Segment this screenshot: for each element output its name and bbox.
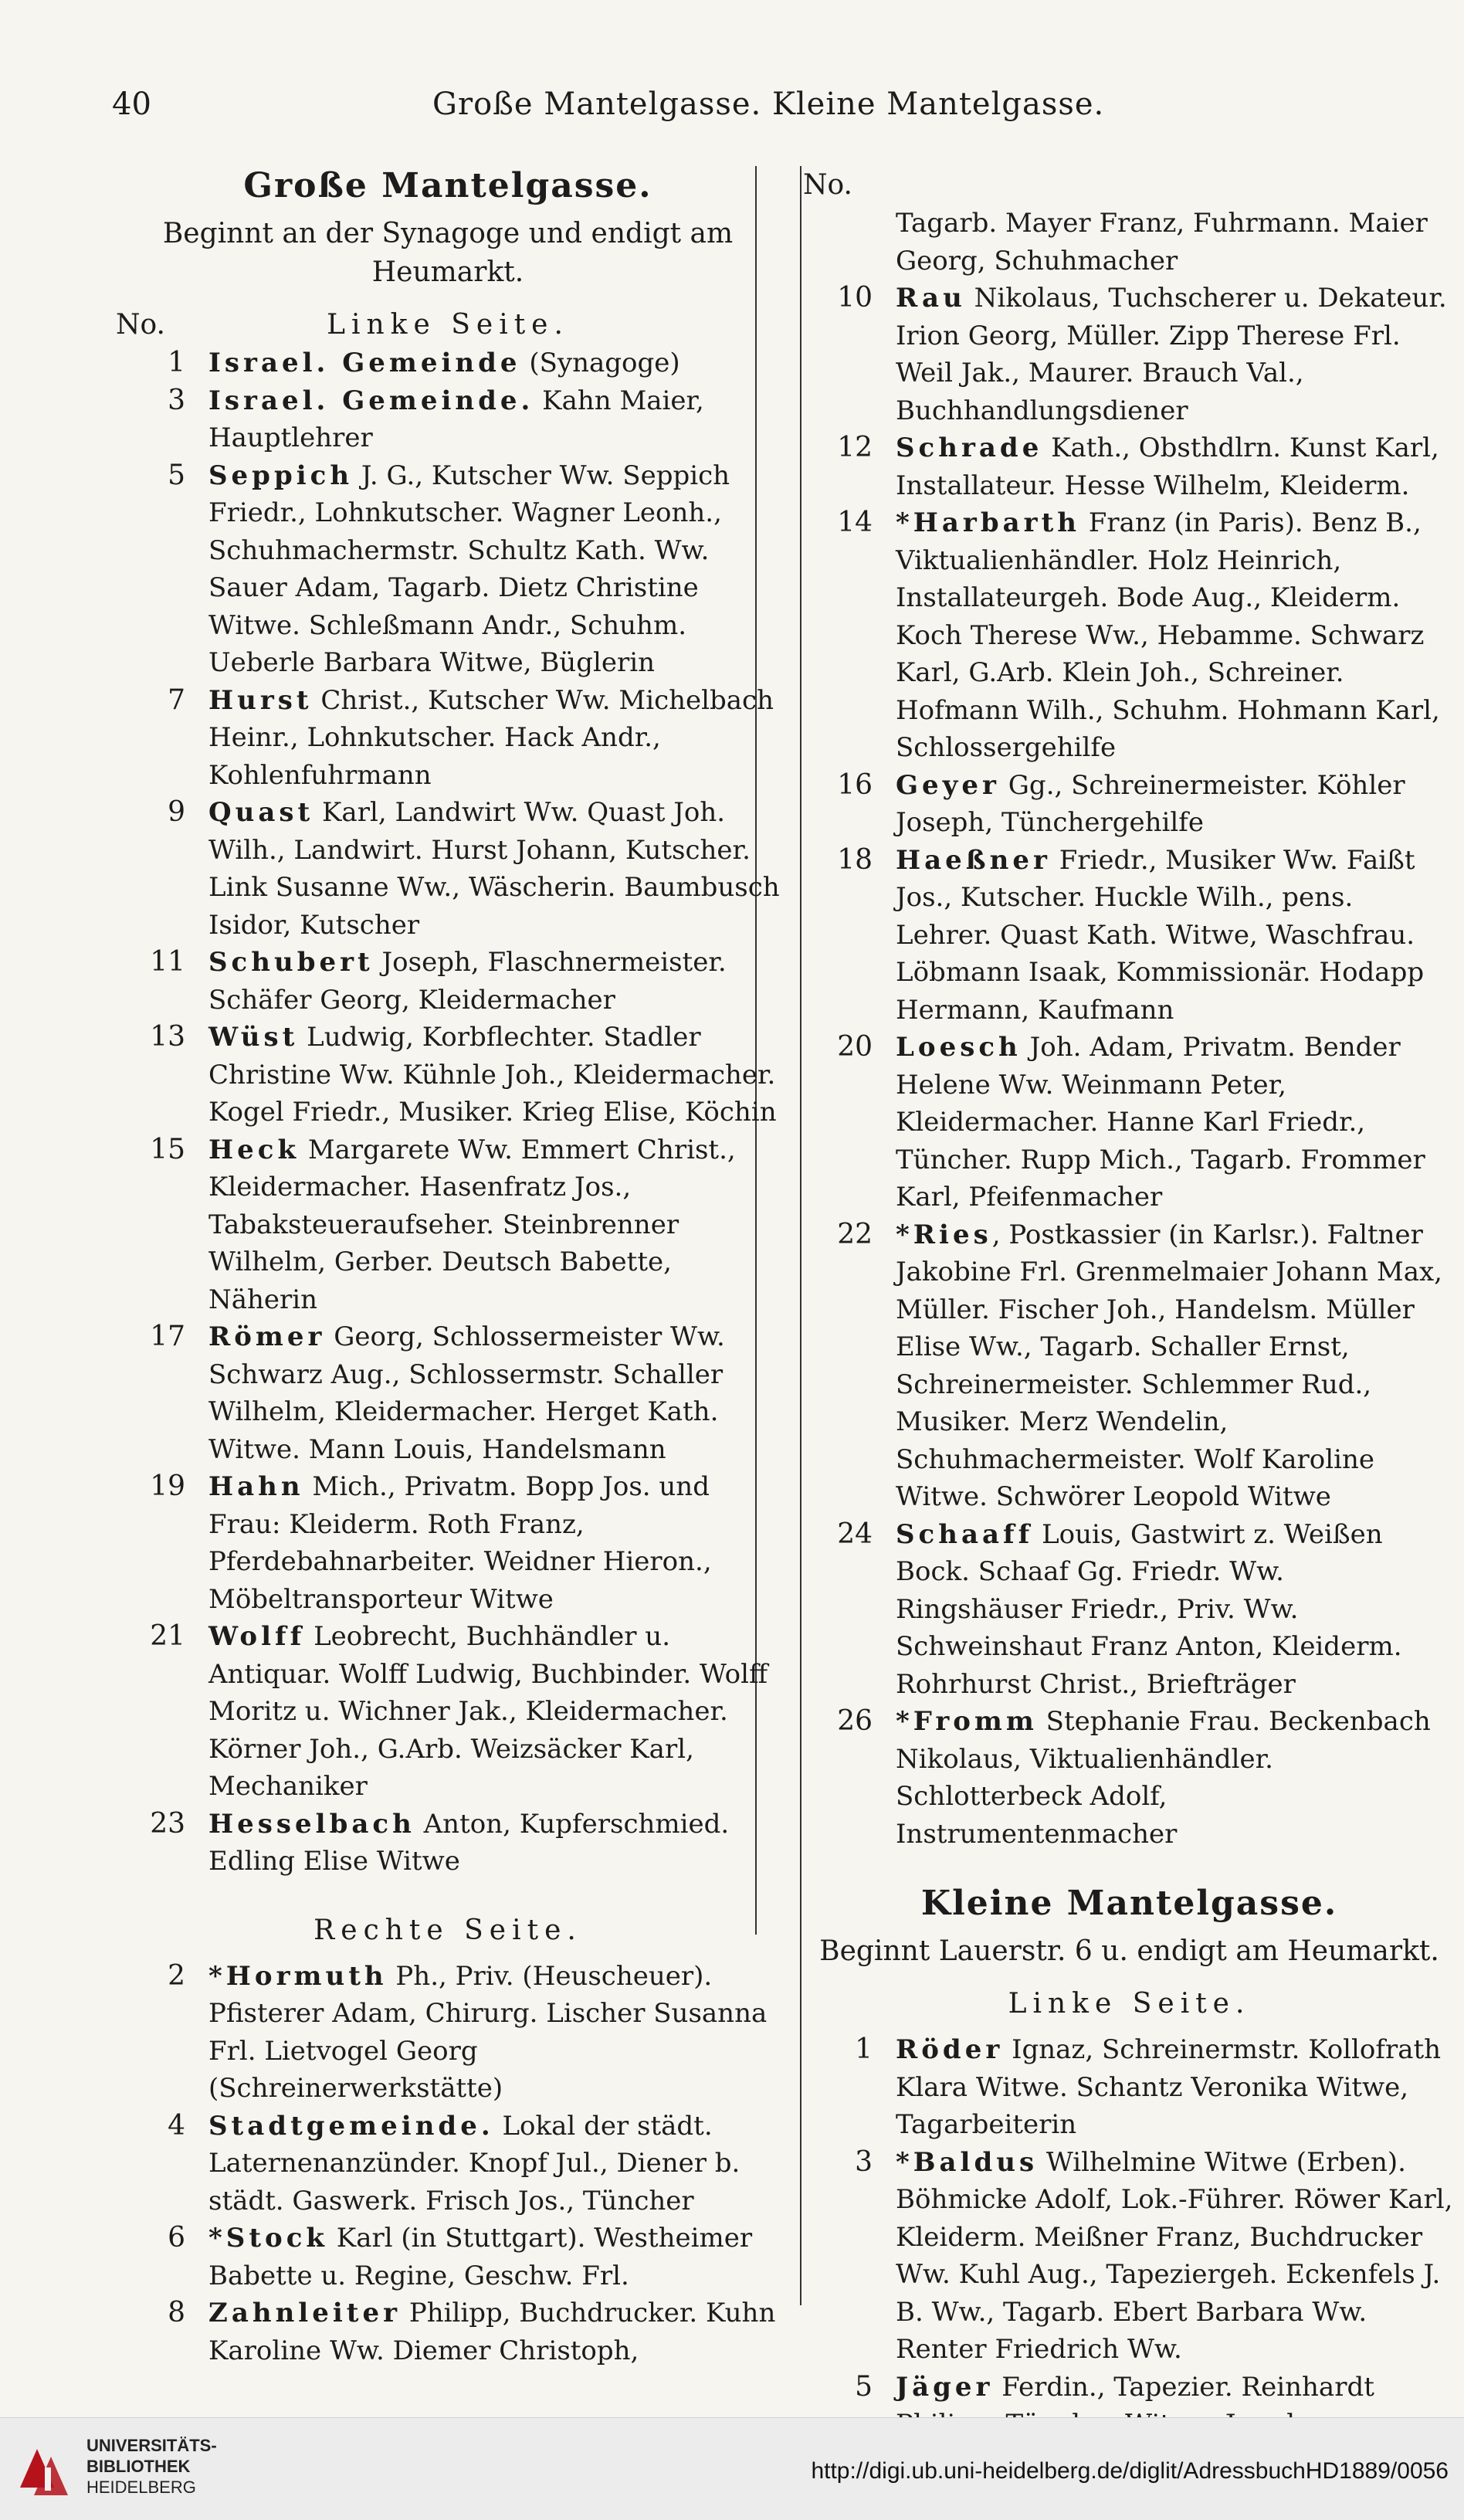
- entry-list-left-side: [116, 344, 780, 1881]
- house-number: 18: [837, 843, 873, 876]
- left-column: [116, 166, 780, 2369]
- residents-text: Louis, Gastwirt z. Weißen Bock. Schaaf Gg. Friedr. Ww. Ringshäuser Friedr., Priv. Ww. Schweinshaut Franz Anton, Kleiderm. Rohrhurst Christ., Briefträger: [896, 1518, 1402, 1700]
- entry-list-kleine: [803, 2031, 1456, 2444]
- address-entry: [116, 1019, 780, 1131]
- address-entry: [116, 1131, 780, 1319]
- residents-text: Friedr., Musiker Ww. Faißt Jos., Kutscher. Huckle Wilh., pens. Lehrer. Quast Kath. Witwe, Waschfrau. Löbmann Isaak, Kommissionär. Hodapp Hermann, Kaufmann: [896, 844, 1425, 1026]
- house-number: 22: [837, 1218, 873, 1250]
- owner-name: *Ries: [896, 1219, 992, 1250]
- residents-text: Ignaz, Schreinermstr. Kollofrath Klara Witwe. Schantz Veronika Witwe, Tagarbeiterin: [896, 2034, 1442, 2140]
- continued-number-label: [803, 166, 1456, 205]
- owner-name: Zahnleiter: [208, 2298, 402, 2328]
- owner-name: Schrade: [896, 432, 1043, 463]
- library-name: [86, 2435, 217, 2498]
- owner-name: Schubert: [208, 947, 374, 978]
- house-number: 10: [837, 282, 873, 314]
- section-subtitle-kleine: Beginnt Lauerstr. 6 u. endigt am Heumarkt.: [819, 1935, 1439, 1967]
- owner-name: Loesch: [896, 1032, 1022, 1063]
- library-line-1: UNIVERSITÄTS-: [86, 2436, 217, 2455]
- house-number: 23: [150, 1807, 185, 1840]
- owner-name: Quast: [208, 797, 314, 828]
- library-line-2: BIBLIOTHEK: [86, 2457, 191, 2476]
- owner-name: Israel. Gemeinde: [208, 348, 521, 378]
- residents-text: Kahn Maier, Hauptlehrer: [208, 385, 704, 453]
- residents-text: Kath., Obsthdlrn. Kunst Karl, Installateur. Hesse Wilhelm, Kleiderm.: [896, 432, 1439, 501]
- owner-name: Heck: [208, 1134, 300, 1165]
- residents-text: Georg, Schlossermeister Ww. Schwarz Aug., Schlossermstr. Schaller Wilhelm, Kleidermacher. Herget Kath. Witwe. Mann Louis, Handelsmann: [208, 1321, 725, 1465]
- owner-name: Hurst: [208, 684, 313, 716]
- residents-text: Tagarb. Mayer Franz, Fuhrmann. Maier Georg, Schuhmacher: [896, 208, 1428, 276]
- residents-text: Mich., Privatm. Bopp Jos. und Frau: Kleiderm. Roth Franz, Pferdebahnarbeiter. Weidner Hieron., Möbeltransporteur Witwe: [208, 1471, 712, 1615]
- address-entry: [803, 1216, 1456, 1516]
- section-title-grosse: Große Mantelgasse.: [243, 166, 652, 205]
- residents-text: Ph., Priv. (Heuscheuer). Pfisterer Adam, Chirurg. Lischer Susanna Frl. Lietvogel Georg (Schreinerwerkstätte): [208, 1960, 768, 2104]
- address-entry: [803, 767, 1456, 842]
- right-side-label: Rechte Seite.: [313, 1914, 582, 1946]
- address-entry: [803, 2144, 1456, 2369]
- address-entry: [803, 280, 1456, 429]
- section-title-kleine: Kleine Mantelgasse.: [920, 1884, 1338, 1923]
- owner-name: Römer: [208, 1321, 326, 1352]
- address-entry: [116, 2108, 780, 2220]
- owner-name: *Harbarth: [896, 507, 1080, 538]
- house-number: 19: [150, 1470, 185, 1502]
- house-number: 3: [168, 384, 185, 416]
- number-label-continued: No.: [803, 169, 852, 201]
- house-number: 13: [150, 1021, 185, 1053]
- residents-text: (Synagoge): [520, 348, 680, 378]
- house-number: 9: [168, 796, 185, 828]
- column-header: [116, 306, 780, 344]
- address-entry: [803, 2031, 1456, 2144]
- owner-name: *Stock: [208, 2223, 328, 2254]
- address-entry: [116, 1618, 780, 1806]
- owner-name: Seppich: [208, 460, 354, 491]
- address-entry: [803, 842, 1456, 1029]
- residents-text: Joh. Adam, Privatm. Bender Helene Ww. Weinmann Peter, Kleidermacher. Hanne Karl Friedr., Tüncher. Rupp Mich., Tagarb. Frommer Karl, Pfeifenmacher: [896, 1032, 1425, 1213]
- owner-name: Hahn: [208, 1471, 304, 1502]
- owner-name: Israel. Gemeinde.: [208, 385, 534, 416]
- owner-name: Geyer: [896, 769, 1000, 801]
- left-side-label: Linke Seite.: [327, 309, 569, 341]
- page-number: 40: [112, 86, 151, 122]
- house-number: 14: [837, 507, 873, 538]
- house-number: 21: [150, 1620, 185, 1652]
- address-entry: [803, 504, 1456, 767]
- address-entry: [116, 1806, 780, 1881]
- owner-name: Wolff: [208, 1621, 306, 1652]
- house-number: 3: [855, 2145, 873, 2178]
- residents-text: Lokal der städt. Laternenanzünder. Knopf Jul., Diener b. städt. Gaswerk. Frisch Jos., Tüncher: [208, 2110, 740, 2216]
- address-entry: [803, 1703, 1456, 1853]
- address-entry: [116, 382, 780, 457]
- residents-text: Margarete Ww. Emmert Christ., Kleidermacher. Hasenfratz Jos., Tabaksteueraufseher. Steinbrenner Wilhelm, Gerber. Deutsch Babette, Näherin: [208, 1134, 736, 1315]
- permalink-url[interactable]: http://digi.ub.uni-heidelberg.de/diglit/AdressbuchHD1889/0056: [811, 2458, 1449, 2484]
- address-entry: [803, 1029, 1456, 1216]
- address-entry: [803, 429, 1456, 504]
- university-library-logo-icon: [14, 2434, 91, 2503]
- residents-text: Franz (in Paris). Benz B., Viktualienhändler. Holz Heinrich, Installateurgeh. Bode Aug., Kleiderm. Koch Therese Ww., Hebamme. Schwarz Karl, G.Arb. Klein Joh., Schreiner. Hofmann Wilh., Schuhm. Hohmann Karl, Schlossergehilfe: [896, 507, 1440, 763]
- residents-text: , Postkassier (in Karlsr.). Faltner Jakobine Frl. Grenmelmaier Johann Max, Müller. Fischer Joh., Handelsm. Müller Elise Ww., Tagarb. Schaller Ernst, Schreinermeister. Schlemmer Rud., Musiker. Merz Wendelin, Schuhmachermeister. Wolf Karoline Witwe. Schwörer Leopold Witwe: [896, 1219, 1442, 1512]
- address-entry: [116, 2220, 780, 2294]
- address-entry: [116, 2294, 780, 2369]
- entry-list-right-side: [116, 1958, 780, 2370]
- running-header: [0, 86, 1464, 141]
- house-number: 12: [837, 432, 873, 463]
- owner-name: *Baldus: [896, 2146, 1039, 2178]
- house-number: 7: [168, 683, 185, 716]
- residents-text: Joseph, Flaschnermeister. Schäfer Georg, Kleidermacher: [208, 947, 727, 1016]
- owner-name: Wüst: [208, 1022, 299, 1053]
- number-label: No.: [116, 309, 165, 341]
- column-rule-right: [800, 166, 801, 2305]
- house-number: 6: [168, 2222, 185, 2254]
- house-number: 5: [855, 2370, 873, 2403]
- residents-text: Wilhelmine Witwe (Erben). Böhmicke Adolf, Lok.-Führer. Röwer Karl, Kleiderm. Meißner Franz, Buchdrucker Ww. Kuhl Aug., Tapeziergeh. Eckenfels J. B. Ww., Tagarb. Ebert Barbara Ww. Renter Friedrich Ww.: [896, 2146, 1453, 2365]
- library-line-3: HEIDELBERG: [86, 2478, 196, 2497]
- residents-text: Anton, Kupferschmied. Edling Elise Witwe: [208, 1808, 730, 1877]
- owner-name: Hesselbach: [208, 1808, 415, 1840]
- residents-text: Leobrecht, Buchhändler u. Antiquar. Wolff Ludwig, Buchbinder. Wolff Moritz u. Wichner Jak., Kleidermacher. Körner Joh., G.Arb. Weizsäcker Karl, Mechaniker: [208, 1621, 768, 1802]
- house-number: 1: [168, 347, 185, 378]
- house-number: 11: [150, 946, 185, 978]
- address-entry: [803, 205, 1456, 280]
- owner-name: Stadtgemeinde.: [208, 2110, 494, 2142]
- section-subtitle-grosse: Beginnt an der Synagoge und endigt am Heumarkt.: [162, 218, 734, 288]
- house-number: 8: [168, 2297, 185, 2328]
- owner-name: Haeßner: [896, 844, 1051, 876]
- house-number: 1: [855, 2033, 873, 2065]
- kleine-left-side-label: Linke Seite.: [1008, 1988, 1251, 2020]
- house-number: 26: [837, 1705, 873, 1737]
- house-number: 20: [837, 1031, 873, 1063]
- address-entry: [116, 1958, 780, 2108]
- owner-name: Schaaff: [896, 1518, 1034, 1550]
- house-number: 16: [837, 768, 873, 801]
- residents-text: Ferdin., Tapezier. Reinhardt: [1001, 2371, 1374, 2403]
- owner-name: Röder: [896, 2034, 1004, 2065]
- address-entry: [116, 944, 780, 1019]
- residents-text: Philipp, Buchdrucker. Kuhn Karoline Ww. Diemer Christoph,: [208, 2298, 776, 2366]
- right-column: [803, 166, 1456, 2444]
- running-title: Große Mantelgasse. Kleine Mantelgasse.: [432, 86, 1105, 122]
- address-entry: [116, 1468, 780, 1618]
- residents-text: Karl, Landwirt Ww. Quast Joh. Wilh., Landwirt. Hurst Johann, Kutscher. Link Susanne Ww., Wäscherin. Baumbusch Isidor, Kutscher: [208, 797, 780, 941]
- owner-name: *Hormuth: [208, 1960, 388, 1992]
- owner-name: Jäger: [896, 2371, 994, 2403]
- owner-name: *Fromm: [896, 1706, 1038, 1737]
- entry-list-right-side-continued: [803, 205, 1456, 1853]
- house-number: 2: [168, 1959, 185, 1992]
- residents-text: Karl (in Stuttgart). Westheimer Babette u. Regine, Geschw. Frl.: [208, 2223, 753, 2291]
- address-entry: [116, 794, 780, 944]
- address-entry: [116, 1318, 780, 1468]
- house-number: 24: [837, 1518, 873, 1550]
- house-number: 17: [150, 1321, 185, 1352]
- residents-text: J. G., Kutscher Ww. Seppich Friedr., Lohnkutscher. Wagner Leonh., Schuhmachermstr. Schultz Kath. Ww. Sauer Adam, Tagarb. Dietz Christine Witwe. Schleßmann Andr., Schuhm. Ueberle Barbara Witwe, Büglerin: [208, 460, 730, 678]
- address-entry: [116, 682, 780, 795]
- residents-text: Nikolaus, Tuchscherer u. Dekateur. Irion Georg, Müller. Zipp Therese Frl. Weil Jak., Maurer. Brauch Val., Buchhandlungsdiener: [896, 283, 1447, 426]
- residents-text: Christ., Kutscher Ww. Michelbach Heinr., Lohnkutscher. Hack Andr., Kohlenfuhrmann: [208, 684, 774, 791]
- address-entry: [803, 1516, 1456, 1704]
- house-number: 4: [168, 2109, 185, 2142]
- address-entry: [116, 457, 780, 682]
- house-number: 15: [150, 1133, 185, 1165]
- address-entry: [116, 344, 780, 382]
- owner-name: Rau: [896, 283, 966, 314]
- residents-text: Ludwig, Korbflechter. Stadler Christine Ww. Kühnle Joh., Kleidermacher. Kogel Friedr., Musiker. Krieg Elise, Köchin: [208, 1022, 777, 1128]
- house-number: 5: [168, 459, 185, 491]
- residents-text: Gg., Schreinermeister. Köhler Joseph, Tünchergehilfe: [896, 769, 1405, 838]
- viewer-footer: [0, 2417, 1464, 2520]
- residents-text: Stephanie Frau. Beckenbach Nikolaus, Viktualienhändler. Schlotterbeck Adolf, Instrumentenmacher: [896, 1706, 1431, 1850]
